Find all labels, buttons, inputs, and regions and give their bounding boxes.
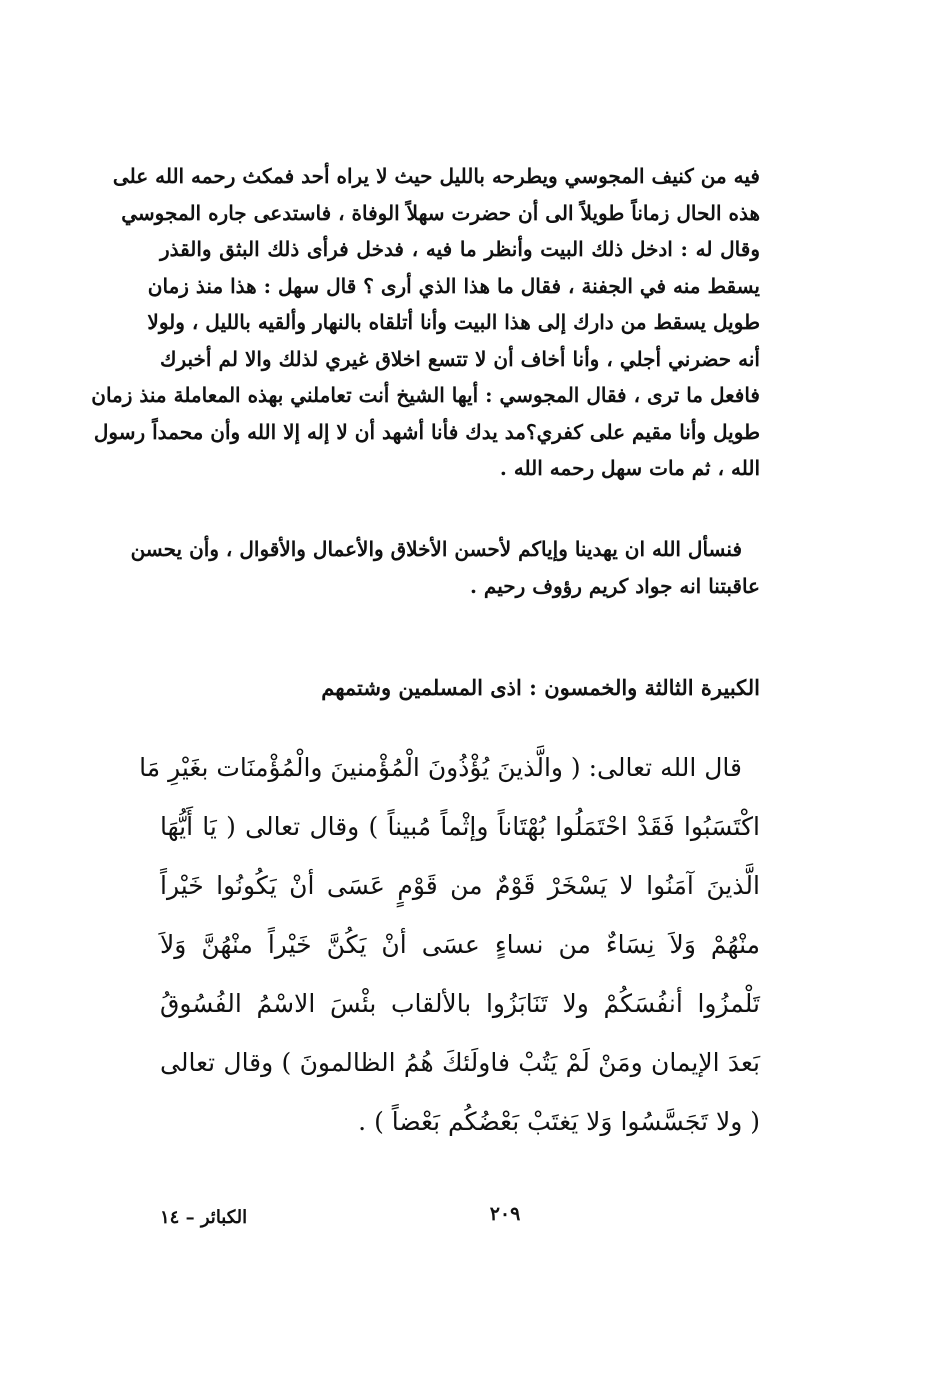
- text-line: قال الله تعالى: ( والَّذينَ يُؤْذُونَ الْمُؤْمنينَ والْمُؤْمنَات بغَيْرِ مَا: [139, 753, 742, 782]
- text-line: الله ، ثم مات سهل رحمه الله .: [499, 456, 760, 480]
- text-line: طويل يسقط من دارك إلى هذا البيت وأنا أتلقاه بالنهار وألقيه بالليل ، ولولا: [147, 310, 760, 334]
- footer-book-title: الكبائر – ١٤: [160, 1207, 248, 1228]
- text-line: فافعل ما ترى ، فقال المجوسي : أيها الشيخ أنت تعاملني بهذه المعاملة منذ زمان: [91, 383, 760, 407]
- text-line: تَلْمزُوا أنفُسَكُمْ ولا تَنَابَزُوا بالألقاب بئْسَ الاسْمُ الفُسُوقُ: [160, 989, 760, 1018]
- text-line: فيه من كنيف المجوسي ويطرحه بالليل حيث لا يراه أحد فمكث رحمه الله على: [112, 164, 760, 188]
- text-line: وقال له : ادخل ذلك البيت وأنظر ما فيه ، فدخل فرأى ذلك البثق والقذر: [160, 237, 760, 261]
- paragraph-prayer: [130, 531, 760, 604]
- text-line: عاقبتنا انه جواد كريم رؤوف رحيم .: [469, 573, 760, 598]
- text-line: فنسأل الله ان يهدينا وإياكم لأحسن الأخلاق والأعمال والأقوال ، وأن يحسن: [130, 537, 742, 561]
- text-line: ( ولا تَجَسَّسُوا وَلا يَغتَبْ بَعْضُكُم بَعْضاً ) .: [358, 1107, 760, 1136]
- text-line: اكْتَسَبُوا فَقَدْ احْتَمَلُوا بُهْتَاناً وإثْماً مُبيناً ) وقال تعالى ( يَا أَيُّهَا: [160, 812, 760, 841]
- page-number: ٢٠٩: [489, 1203, 521, 1225]
- section-heading: الكبيرة الثالثة والخمسون : اذى المسلمين وشتمهم: [321, 675, 760, 700]
- text-line: طويل وأنا مقيم على كفري؟مد يدك فأنا أشهد أن لا إله إلا الله وأن محمداً رسول: [93, 419, 760, 444]
- text-line: بَعدَ الإيمان ومَنْ لَمْ يَتُبْ فاولَئكَ هُمُ الظالمونَ ) وقال تعالى: [160, 1048, 760, 1077]
- quran-passage: [139, 738, 760, 1151]
- text-line: يسقط منه في الجفنة ، فقال ما هذا الذي أرى ؟ قال سهل : هذا منذ زمان: [147, 273, 760, 298]
- text-line: هذه الحال زماناً طويلاً الى أن حضرت سهلاً الوفاة ، فاستدعى جاره المجوسي: [121, 200, 760, 225]
- text-line: أنه حضرني أجلي ، وأنا أخاف أن لا تتسع اخلاق غيري لذلك والا لم أخبرك: [160, 346, 760, 371]
- text-line: الَّذينَ آمَنُوا لا يَسْخَرْ قَوْمٌ من قَوْمٍ عَسَى أنْ يَكُونُوا خَيْراً: [160, 871, 760, 900]
- text-line: منْهُمْ وَلاَ نِسَاءٌ من نساءٍ عسَى أنْ يَكُنَّ خَيْراً منْهُنَّ وَلاَ: [160, 930, 760, 959]
- paragraph-story: [91, 158, 760, 487]
